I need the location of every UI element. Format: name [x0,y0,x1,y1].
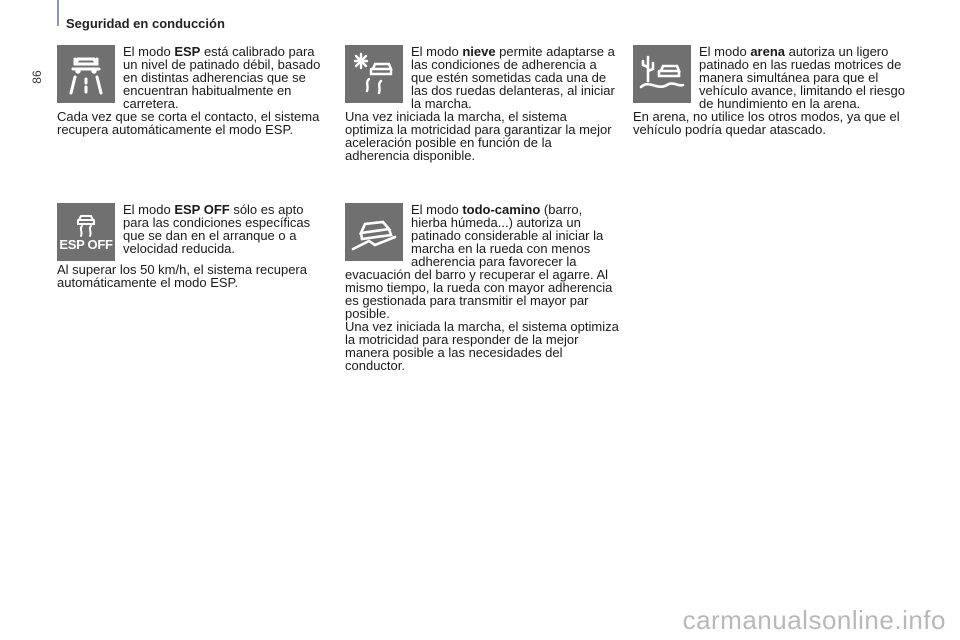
todo-camino-mode-body: Una vez iniciada la marcha, el sistema optimiza la motricidad para responder de la mejor manera posible a las necesidades del conductor. [345,319,619,373]
esp-off-mode-lead: El modo ESP OFF sólo es apto para las condiciones específicas que se dan en el arranque o a velocidad reducida. [123,202,311,256]
nieve-mode-lead: El modo nieve permite adaptarse a las condiciones de adherencia a que estén sometidas cada una de las dos ruedas delanteras, al iniciar la marcha. [411,44,615,111]
esp-mode-lead: El modo ESP está calibrado para un nivel de patinado débil, basado en distintas adherencias que se encuentran habitualmente en carretera. [123,44,321,111]
section-accent-bar [57,0,59,26]
nieve-mode-body: Una vez iniciada la marcha, el sistema optimiza la motricidad para garantizar la mejor aceleración posible en función de la adherencia disponible. [345,109,612,163]
arena-mode-body: En arena, no utilice los otros modos, ya que el vehículo podría quedar atascado. [633,109,900,137]
watermark: carmanualsonline.info [682,605,946,635]
esp-off-icon-label: ESP OFF [59,237,113,252]
esp-off-mode-block [57,203,319,289]
todo-camino-mode-block [345,203,619,372]
section-title: Seguridad en conducción [66,16,225,31]
page-number: 86 [30,70,44,84]
arena-mode-block [633,45,908,136]
esp-mode-body: Cada vez que se corta el contacto, el sistema recupera automáticamente el modo ESP. [57,109,320,137]
arena-mode-lead: El modo arena autoriza un ligero patinado en las ruedas motrices de manera simultánea para que el vehículo avance, limitando el riesgo de hundimiento en la arena. [699,44,905,111]
esp-mode-block [57,45,327,136]
nieve-mode-block [345,45,617,162]
esp-off-mode-body: Al superar los 50 km/h, el sistema recupera automáticamente el modo ESP. [57,262,307,290]
todo-camino-mode-lead: El modo todo-camino (barro, hierba húmeda...) autoriza un patinado considerable al iniciar la marcha en la rueda con menos adherencia para favorecer la evacuación del barro y recuperar el agarre. Al mismo tiempo, la rueda con mayor adherencia es gestionada para transmitir el mayor par posible. [345,202,613,321]
